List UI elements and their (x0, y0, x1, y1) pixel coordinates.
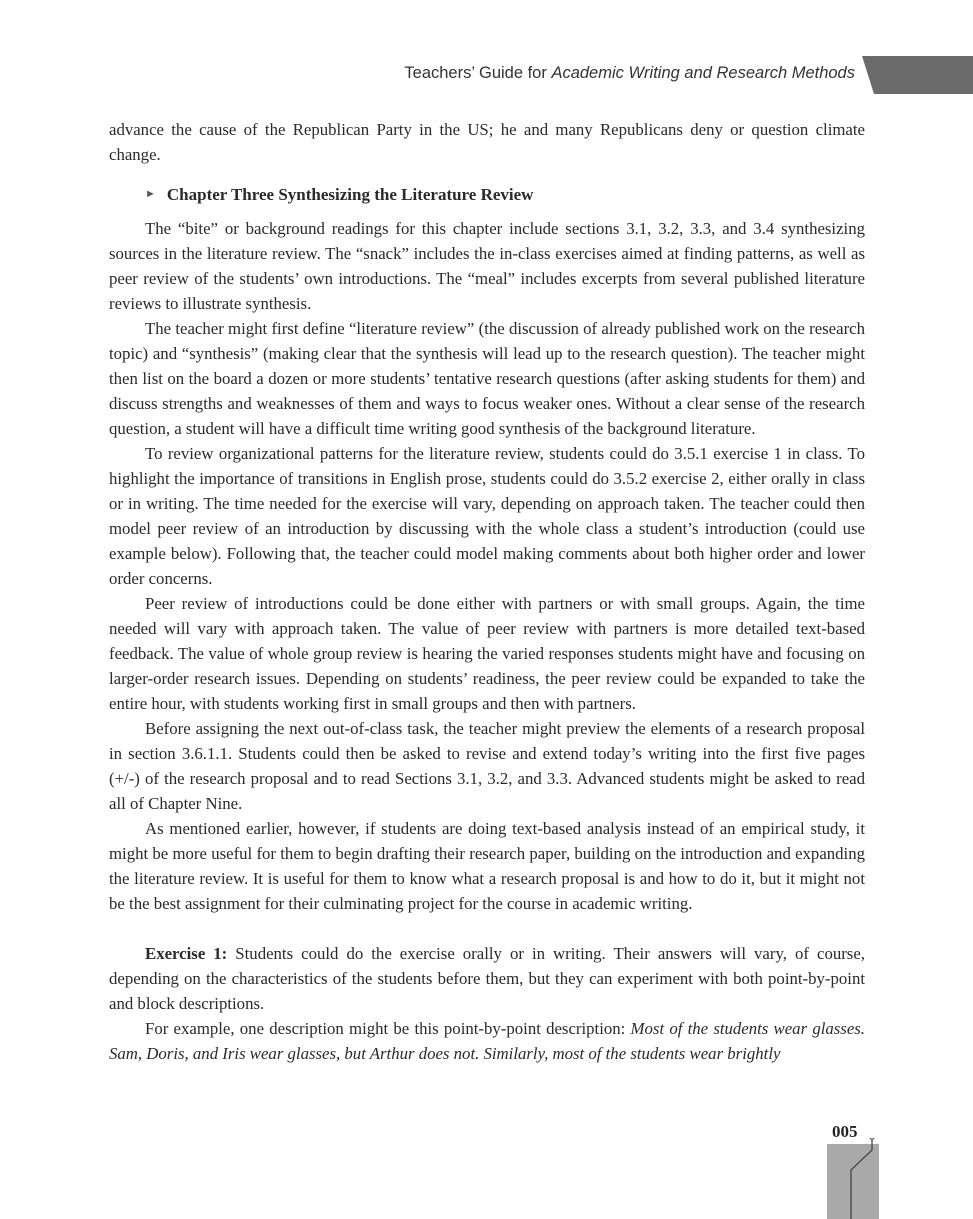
body-paragraph: Before assigning the next out-of-class task, the teacher might preview the elements of a research proposal in section 3.6.1.1. Students could then be asked to revise and extend today’s writing into the first five pages (+/-) of the research proposal and to read Sections 3.1, 3.2, and 3.3. Advanced students might be asked to read all of Chapter Nine. (109, 719, 865, 813)
chapter-heading-text: Chapter Three Synthesizing the Literature Review (166, 185, 534, 204)
exercise-text: Students could do the exercise orally or in writing. Their answers will vary, of course, depending on the characteristics of the students before them, but they can experiment with both point-by-point and block descriptions. (109, 944, 865, 1013)
exercise-label: Exercise 1: (145, 944, 228, 963)
page-body (109, 117, 865, 1066)
header-prefix: Teachers’ Guide for (404, 64, 552, 82)
body-paragraph: Peer review of introductions could be done either with partners or with small groups. Again, the time needed will vary with approach taken. The value of peer review with partners is more detailed text-based feedback. The value of whole group review is hearing the varied responses students might have and focusing on larger-order research issues. Depending on students’ readiness, the peer review could be expanded to take the entire hour, with students working first in small groups and then with partners. (109, 594, 865, 713)
body-paragraph: As mentioned earlier, however, if students are doing text-based analysis instead of an empirical study, it might be more useful for them to begin drafting their research paper, building on the introduction and expanding the literature review. It is useful for them to know what a research proposal is and how to do it, but it might not be the best assignment for their culminating project for the course in academic writing. (109, 819, 865, 913)
header-book-title: Academic Writing and Research Methods (551, 64, 855, 82)
example-paragraph (109, 1016, 865, 1066)
chapter-heading (109, 182, 865, 207)
section-spacer (109, 916, 865, 941)
body-paragraph: The “bite” or background readings for this chapter include sections 3.1, 3.2, 3.3, and 3.4 synthesizing sources in the literature review. The “snack” includes the in-class exercises aimed at finding patterns, as well as peer review of the students’ own introductions. The “meal” includes excerpts from several published literature reviews to illustrate synthesis. (109, 219, 865, 313)
example-italic-text: Most of the students wear glasses. Sam, Doris, and Iris wear glasses, but Arthur does not. Similarly, most of the students wear brightly (109, 1019, 866, 1063)
page-number: 005 (832, 1122, 858, 1141)
triangle-bullet-icon: ► (145, 188, 156, 200)
body-paragraph: The teacher might first define “literature review” (the discussion of already published work on the research topic) and “synthesis” (making clear that the synthesis will lead up to the research question). The teacher might then list on the board a dozen or more students’ tentative research questions (after asking students for them) and discuss strengths and weaknesses of them and ways to focus weaker ones. Without a clear sense of the research question, a student will have a difficult time writing good synthesis of the background literature. (109, 319, 865, 438)
exercise-paragraph (109, 941, 865, 1016)
header-tab (862, 56, 973, 94)
continuation-paragraph: advance the cause of the Republican Party in the US; he and many Republicans deny or question climate change. (109, 120, 865, 164)
example-lead: For example, one description might be this point-by-point description: (145, 1019, 631, 1038)
running-header (404, 64, 855, 83)
body-paragraph: To review organizational patterns for the literature review, students could do 3.5.1 exercise 1 in class. To highlight the importance of transitions in English prose, students could do 3.5.2 exercise 2, either orally in class or in writing. The time needed for the exercise will vary, depending on approach taken. The teacher could then model peer review of an introduction by discussing with the whole class a student’s introduction (could use example below). Following that, the teacher could model making comments about both higher order and lower order concerns. (109, 444, 865, 588)
page-corner-tab (827, 1138, 879, 1219)
